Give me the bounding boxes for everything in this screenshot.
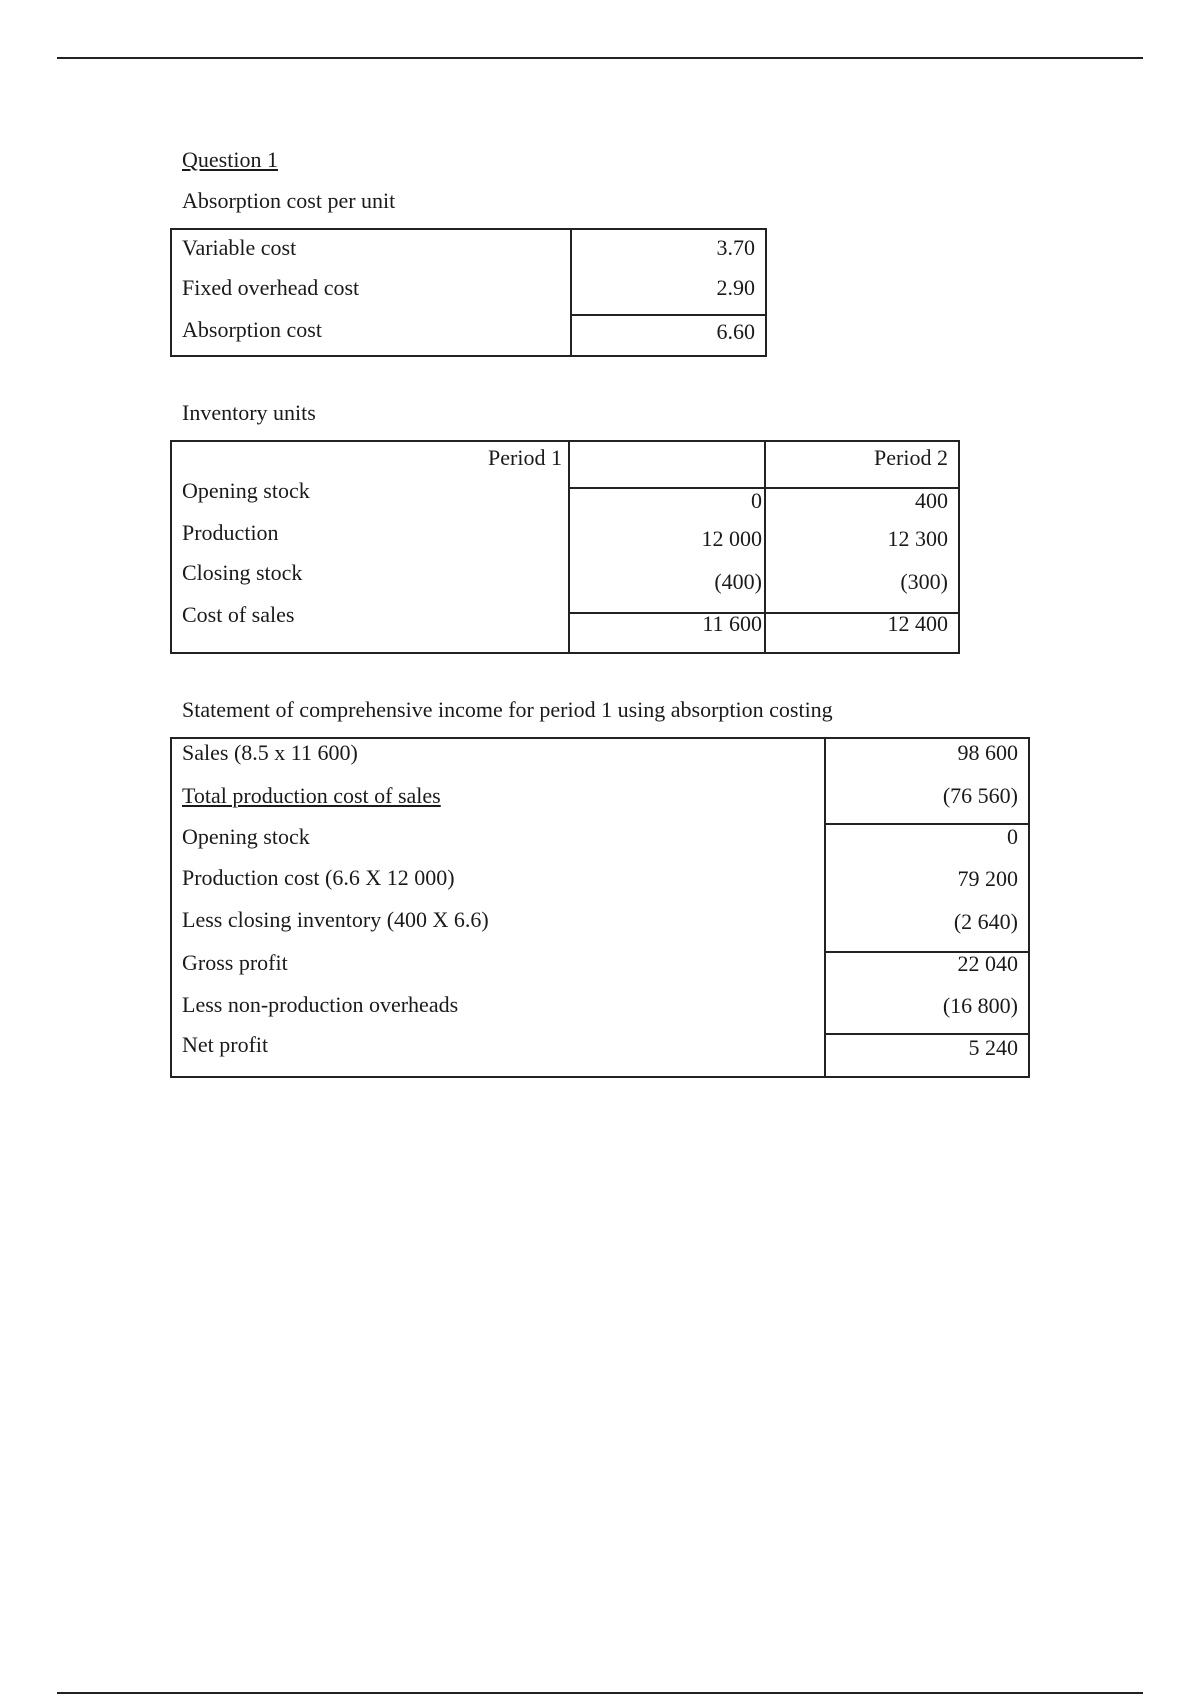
absorption-title: Absorption cost per unit — [182, 188, 396, 213]
row-value-period-1: 12 000 — [701, 526, 762, 551]
header-line — [568, 487, 958, 489]
row-value: 98 600 — [957, 740, 1018, 765]
row-value-period-2: (300) — [900, 569, 948, 594]
subtotal-line — [824, 823, 1028, 825]
question-title: Question 1 — [182, 147, 278, 172]
row-label: Sales (8.5 x 11 600) — [182, 740, 358, 765]
row-value: 3.70 — [716, 235, 755, 260]
row-value: 0 — [1007, 824, 1018, 849]
income-table — [170, 737, 1030, 1078]
row-label: Absorption cost — [182, 317, 322, 342]
row-label: Production — [182, 520, 279, 545]
total-line — [570, 314, 765, 316]
row-label: Variable cost — [182, 235, 297, 260]
row-value-period-1: (400) — [714, 569, 762, 594]
row-label: Total production cost of sales — [182, 783, 441, 808]
column-header-period-2: Period 2 — [874, 445, 948, 470]
row-value: (76 560) — [942, 783, 1018, 808]
footer-rule — [57, 1692, 1143, 1694]
row-label: Less non-production overheads — [182, 992, 459, 1017]
row-value: 6.60 — [716, 319, 755, 344]
column-divider — [824, 739, 826, 1076]
row-label: Gross profit — [182, 950, 288, 975]
absorption-table — [170, 228, 767, 357]
row-value-period-1: 11 600 — [702, 611, 762, 636]
row-value-period-1: 0 — [751, 488, 762, 513]
row-value-period-2: 400 — [915, 488, 948, 513]
row-value-period-2: 12 400 — [887, 611, 948, 636]
row-value: 79 200 — [957, 866, 1018, 891]
row-label: Closing stock — [182, 560, 303, 585]
row-value: 22 040 — [957, 951, 1018, 976]
column-header-period-1: Period 1 — [488, 445, 562, 470]
income-title: Statement of comprehensive income for period 1 using absorption costing — [182, 697, 833, 722]
row-label: Cost of sales — [182, 602, 295, 627]
row-label: Opening stock — [182, 478, 310, 503]
row-value: 5 240 — [968, 1035, 1018, 1060]
row-value: (16 800) — [942, 993, 1018, 1018]
column-divider — [570, 230, 572, 355]
row-label: Less closing inventory (400 X 6.6) — [182, 907, 489, 932]
row-value: 2.90 — [716, 275, 755, 300]
header-rule — [57, 57, 1143, 59]
row-label: Production cost (6.6 X 12 000) — [182, 865, 455, 890]
row-value: (2 640) — [953, 909, 1018, 934]
inventory-table — [170, 440, 960, 654]
column-divider — [764, 442, 766, 652]
row-label: Opening stock — [182, 824, 310, 849]
column-divider — [568, 442, 570, 652]
row-value-period-2: 12 300 — [887, 526, 948, 551]
inventory-title: Inventory units — [182, 400, 316, 425]
row-label: Net profit — [182, 1032, 269, 1057]
row-label: Fixed overhead cost — [182, 275, 360, 300]
